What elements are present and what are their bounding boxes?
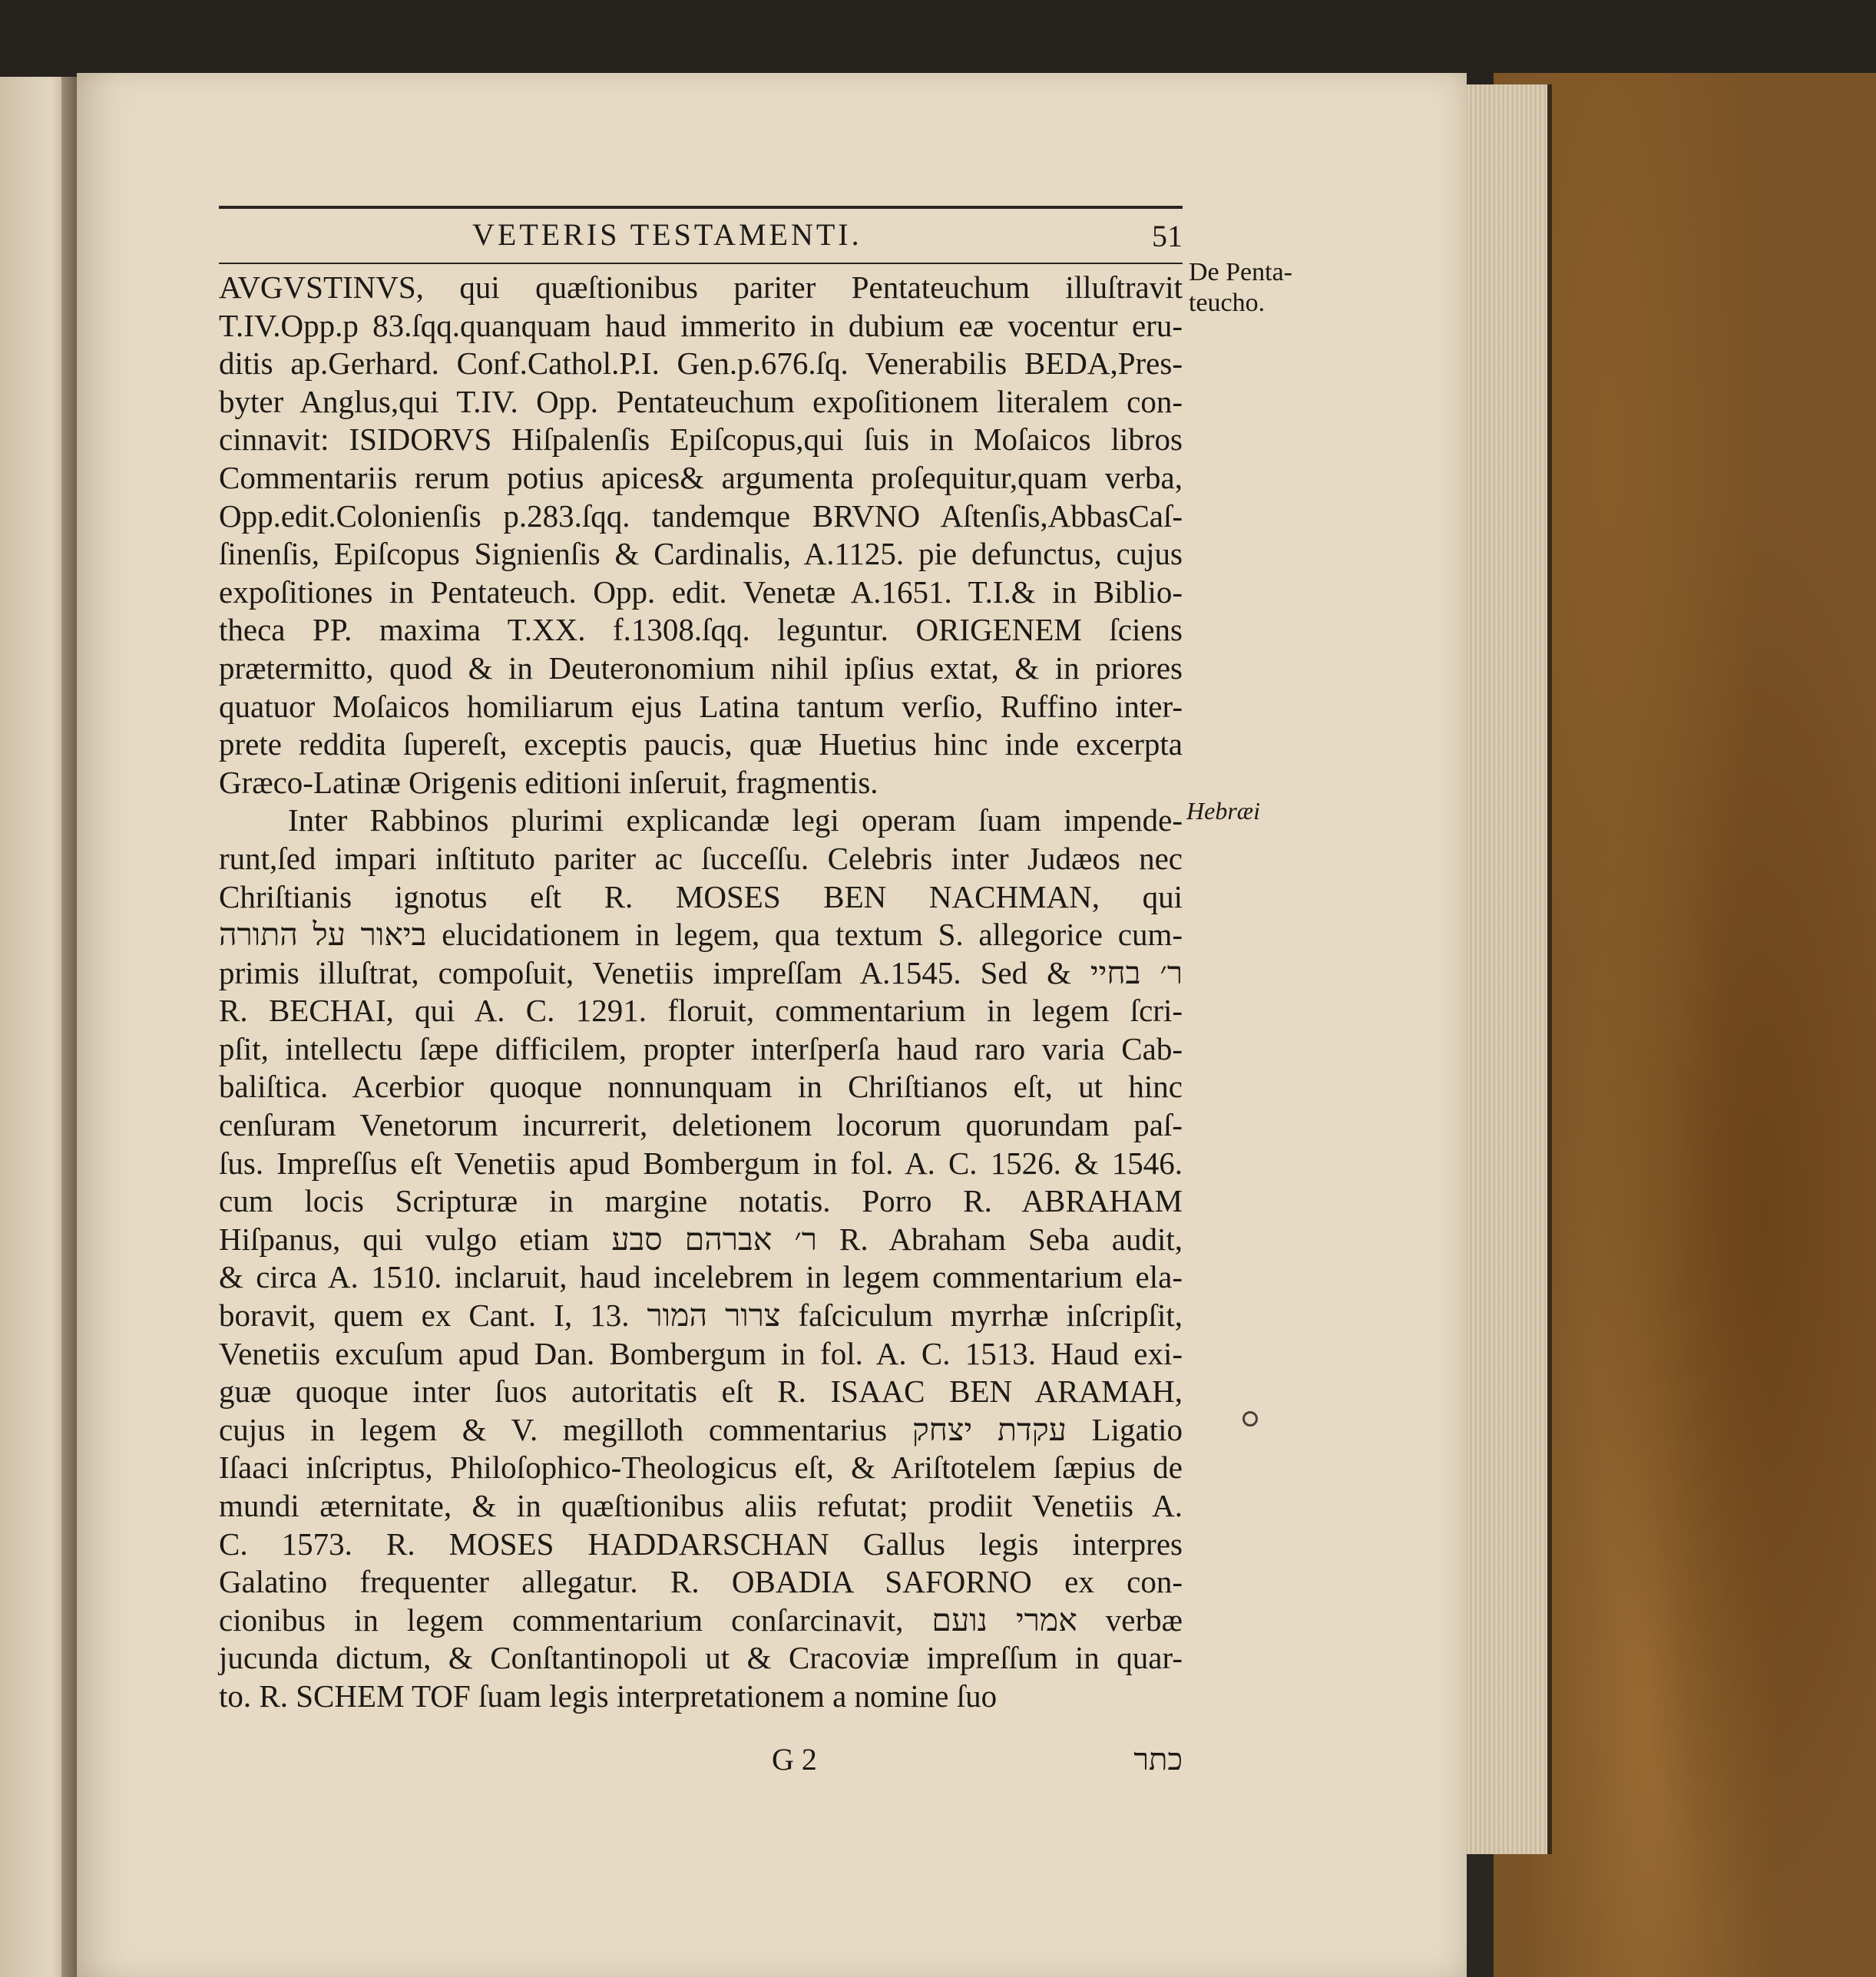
text-line: baliſtica. Acerbior quoque nonnunquam in Chriſtianos eſt, ut hinc <box>219 1069 1183 1105</box>
text-line: to. R. SCHEM TOF ſuam legis interpretationem a nomine ſuo <box>219 1678 998 1714</box>
text-line: theca PP. maxima T.XX. f.1308.ſqq. leguntur. ORIGENEM ſciens <box>219 612 1183 648</box>
signature-mark: G 2 <box>772 1742 817 1777</box>
catchword: כתר <box>1133 1742 1183 1777</box>
text-line: Galatino frequenter allegatur. R. OBADIA SAFORNO ex con- <box>219 1564 1183 1600</box>
page-number: 51 <box>1152 219 1183 253</box>
text-line: cionibus in legem commentarium conſarcinavit, אמרי נועם verbæ <box>219 1602 1183 1638</box>
text-line: Iſaaci inſcriptus, Philoſophico-Theologicus eſt, & Ariſtotelem ſæpius de <box>219 1450 1183 1486</box>
header-rule <box>219 206 1183 209</box>
text-line: expoſitiones in Pentateuch. Opp. edit. Venetæ A.1651. T.I.& in Biblio- <box>219 574 1183 610</box>
page-header <box>219 217 1183 260</box>
text-line: mundi æternitate, & in quæſtionibus aliis refutat; prodiit Venetiis A. <box>219 1488 1183 1523</box>
text-line: runt,ſed impari inſtituto pariter ac ſucceſſu. Celebris inter Judæos nec <box>219 840 1183 876</box>
text-line: Græco-Latinæ Origenis editioni inſeruit, fragmentis. <box>219 764 878 800</box>
text-line: Chriſtianis ignotus eſt R. MOSES BEN NACHMAN, qui <box>219 878 1183 914</box>
marginal-note-hebraei: Hebræi <box>1186 797 1260 825</box>
text-line: prete reddita ſupereſt, exceptis paucis, quæ Huetius hinc inde excerpta <box>219 726 1183 762</box>
text-line: boravit, quem ex Cant. I, 13. צרור המור faſciculum myrrhæ inſcripſit, <box>219 1298 1183 1334</box>
text-line: Commentariis rerum potius apices& argumenta proſequitur,quam verba, <box>219 459 1183 495</box>
text-line: prætermitto, quod & in Deuteronomium nihil ipſius extat, & in priores <box>219 650 1183 686</box>
left-gutter <box>61 77 77 1977</box>
text-line: ſinenſis, Epiſcopus Signienſis & Cardinalis, A.1125. pie defunctus, cujus <box>219 536 1183 572</box>
text-line: ditis ap.Gerhard. Conf.Cathol.P.I. Gen.p.676.ſq. Venerabilis BEDA,Pres- <box>219 345 1183 382</box>
page-edges <box>1455 84 1552 1854</box>
text-line: Inter Rabbinos plurimi explicandæ legi operam ſuam impende- <box>288 802 1183 838</box>
marginal-note-pentateuch <box>1189 257 1292 319</box>
text-line: quatuor Moſaicos homiliarum ejus Latina tantum verſio, Ruffino inter- <box>219 688 1183 724</box>
text-line: Opp.edit.Colonienſis p.283.ſqq. tandemque BRVNO Aſtenſis,AbbasCaſ- <box>219 498 1183 534</box>
margin-ornament <box>1242 1411 1258 1427</box>
page-footer <box>219 1741 1183 1780</box>
text-line: T.IV.Opp.p 83.ſqq.quanquam haud immerito in dubium eæ vocentur eru- <box>219 307 1183 343</box>
text-line: R. BECHAI, qui A. C. 1291. floruit, commentarium in legem ſcri- <box>219 993 1183 1029</box>
background-top <box>0 0 1876 84</box>
marginal-note-line: teucho. <box>1189 289 1266 317</box>
text-line: guæ quoque inter ſuos autoritatis eſt R. ISAAC BEN ARAMAH, <box>219 1374 1183 1410</box>
text-line: cujus in legem & V. megilloth commentarius עקדת יצחק Ligatio <box>219 1411 1183 1447</box>
text-line: C. 1573. R. MOSES HADDARSCHAN Gallus legis interpres <box>219 1526 1183 1562</box>
text-line: primis illuſtrat, compoſuit, Venetiis impreſſam A.1545. Sed & ר׳ בחיי <box>219 954 1183 990</box>
marginal-note-line: De Penta- <box>1189 258 1293 286</box>
text-line: ſus. Impreſſus eſt Venetiis apud Bombergum in fol. A. C. 1526. & 1546. <box>219 1145 1183 1181</box>
running-title: VETERIS TESTAMENTI. <box>472 217 862 252</box>
text-line: byter Anglus,qui T.IV. Opp. Pentateuchum expoſitionem literalem con- <box>219 383 1183 419</box>
text-line: cenſuram Venetorum incurrerit, deletionem locorum quorundam paſ- <box>219 1107 1183 1143</box>
text-line: AVGVSTINVS, qui quæſtionibus pariter Pentateuchum illuſtravit <box>219 269 1183 305</box>
text-line: Venetiis excuſum apud Dan. Bombergum in fol. A. C. 1513. Haud exi- <box>219 1335 1183 1371</box>
text-line: cum locis Scripturæ in margine notatis. Porro R. ABRAHAM <box>219 1183 1183 1219</box>
text-line: pſit, intellectu ſæpe difficilem, propter interſperſa haud raro varia Cab- <box>219 1030 1183 1066</box>
text-line: cinnavit: ISIDORVS Hiſpalenſis Epiſcopus,qui ſuis in Moſaicos libros <box>219 422 1183 458</box>
text-line: & circa A. 1510. inclaruit, haud incelebrem in legem commentarium ela- <box>219 1259 1183 1295</box>
text-line: ביאור על התורה elucidationem in legem, qua textum S. allegorice cum- <box>219 917 1183 953</box>
text-line: jucunda dictum, & Conſtantinopoli ut & Cracoviæ impreſſum in quar- <box>219 1640 1183 1676</box>
text-line: Hiſpanus, qui vulgo etiam ר׳ אברהם סבע R. Abraham Seba audit, <box>219 1221 1183 1257</box>
header-underline <box>219 263 1183 264</box>
body-text <box>219 269 1183 1716</box>
